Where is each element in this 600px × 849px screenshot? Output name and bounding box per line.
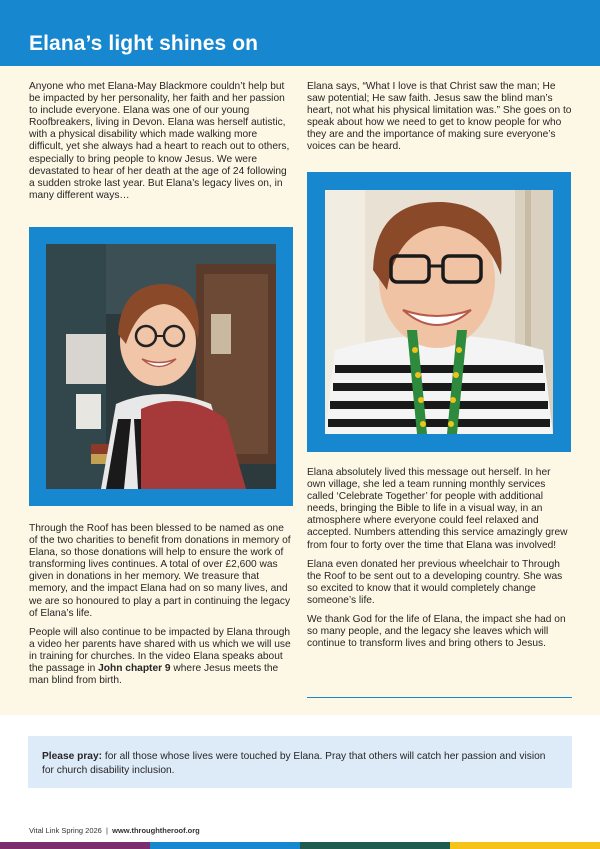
left-column: [29, 81, 294, 209]
page-title: Elana’s light shines on: [29, 32, 259, 55]
website-link[interactable]: www.throughtheroof.org: [112, 826, 200, 835]
bible-reference: John chapter 9: [98, 663, 171, 675]
right-column-lower: [307, 467, 572, 657]
left-column-lower: [29, 523, 294, 694]
thanks-paragraph: We thank God for the life of Elana, the impact she had on so many people, and the legacy she leaves which will continue to transform lives and bring others to Jesus.: [307, 614, 566, 650]
elana-photo-right-image: [325, 190, 553, 434]
elana-photo-right: [325, 190, 553, 434]
footer-stripe-yellow: [450, 842, 600, 849]
wheelchair-paragraph: Elana even donated her previous wheelchair to Through the Roof to be sent out to a developing country. She was so excited to know that it would completely change someone’s life.: [307, 558, 563, 606]
prayer-label: Please pray:: [42, 751, 103, 762]
page-footer: [29, 826, 200, 835]
elana-photo-left-image: [46, 244, 276, 489]
elana-photo-left: [46, 244, 276, 489]
right-column: [307, 81, 572, 161]
video-text-end: where Jesus meets the man blind from birth.: [29, 663, 279, 687]
issue-label: Vital Link Spring 2026: [29, 826, 102, 835]
prayer-text: [42, 750, 558, 778]
footer-stripe-purple: [0, 842, 150, 849]
footer-separator: |: [101, 826, 113, 835]
prayer-body: for all those whose lives were touched by Elana. Pray that others will catch her passion and vision for church disability inclusion.: [42, 751, 546, 776]
donations-paragraph: Through the Roof has been blessed to be named as one of the two charities to benefit from donations in memory of Elana, so those donations will help to ensure the work of transforming lives continues. A total of over £2,600 was given in donations in her memory. We treasure that memory, and the impact Elana had on so many lives, and we are so honoured to play a part in continuing the legacy of Elana’s life.: [29, 523, 291, 619]
intro-paragraph: Anyone who met Elana-May Blackmore couldn’t help but be impacted by her personality, her faith and her passion to include everyone. Elana was one of our young Roofbreakers, living in Devon. Elana was herself autistic, with a physical disability which made walking more difficult, yet she always had a heart to reach out to others, especially to bring people to know Jesus. We were devastated to hear of her death at the age of 24 following a sudden stroke last year. But Elana’s legacy lives on, in many different ways…: [29, 81, 290, 201]
video-text-start: People will also continue to be impacted by Elana through a video her parents have shared with us which we will use in training for churches. In the video Elana speaks about the passage in: [29, 626, 291, 675]
video-paragraph: [29, 627, 294, 687]
column-divider: [307, 697, 572, 698]
footer-stripe-blue: [150, 842, 300, 849]
footer-stripe-green: [300, 842, 450, 849]
quote-paragraph: Elana says, “What I love is that Christ saw the man; He saw potential; He saw faith. Jesus saw the blind man’s heart, not what his physical limitation was.” She goes on to speak about how we need to get to know people for who they are and the importance of making sure everyone’s voices can be heard.: [307, 81, 572, 153]
celebrate-paragraph: Elana absolutely lived this message out herself. In her own village, she led a team running monthly services called ‘Celebrate Together’ for people with additional needs, bringing the Bible to life in a visual way, in an atmosphere where everyone could feel relaxed and accepted. Numbers attending this service amazingly grew from four to forty over the time that Elana was involved!: [307, 467, 568, 551]
photo-frame-right: [307, 172, 571, 452]
page-header: [0, 0, 600, 66]
prayer-box: [28, 736, 572, 788]
photo-frame-left: [29, 227, 293, 506]
